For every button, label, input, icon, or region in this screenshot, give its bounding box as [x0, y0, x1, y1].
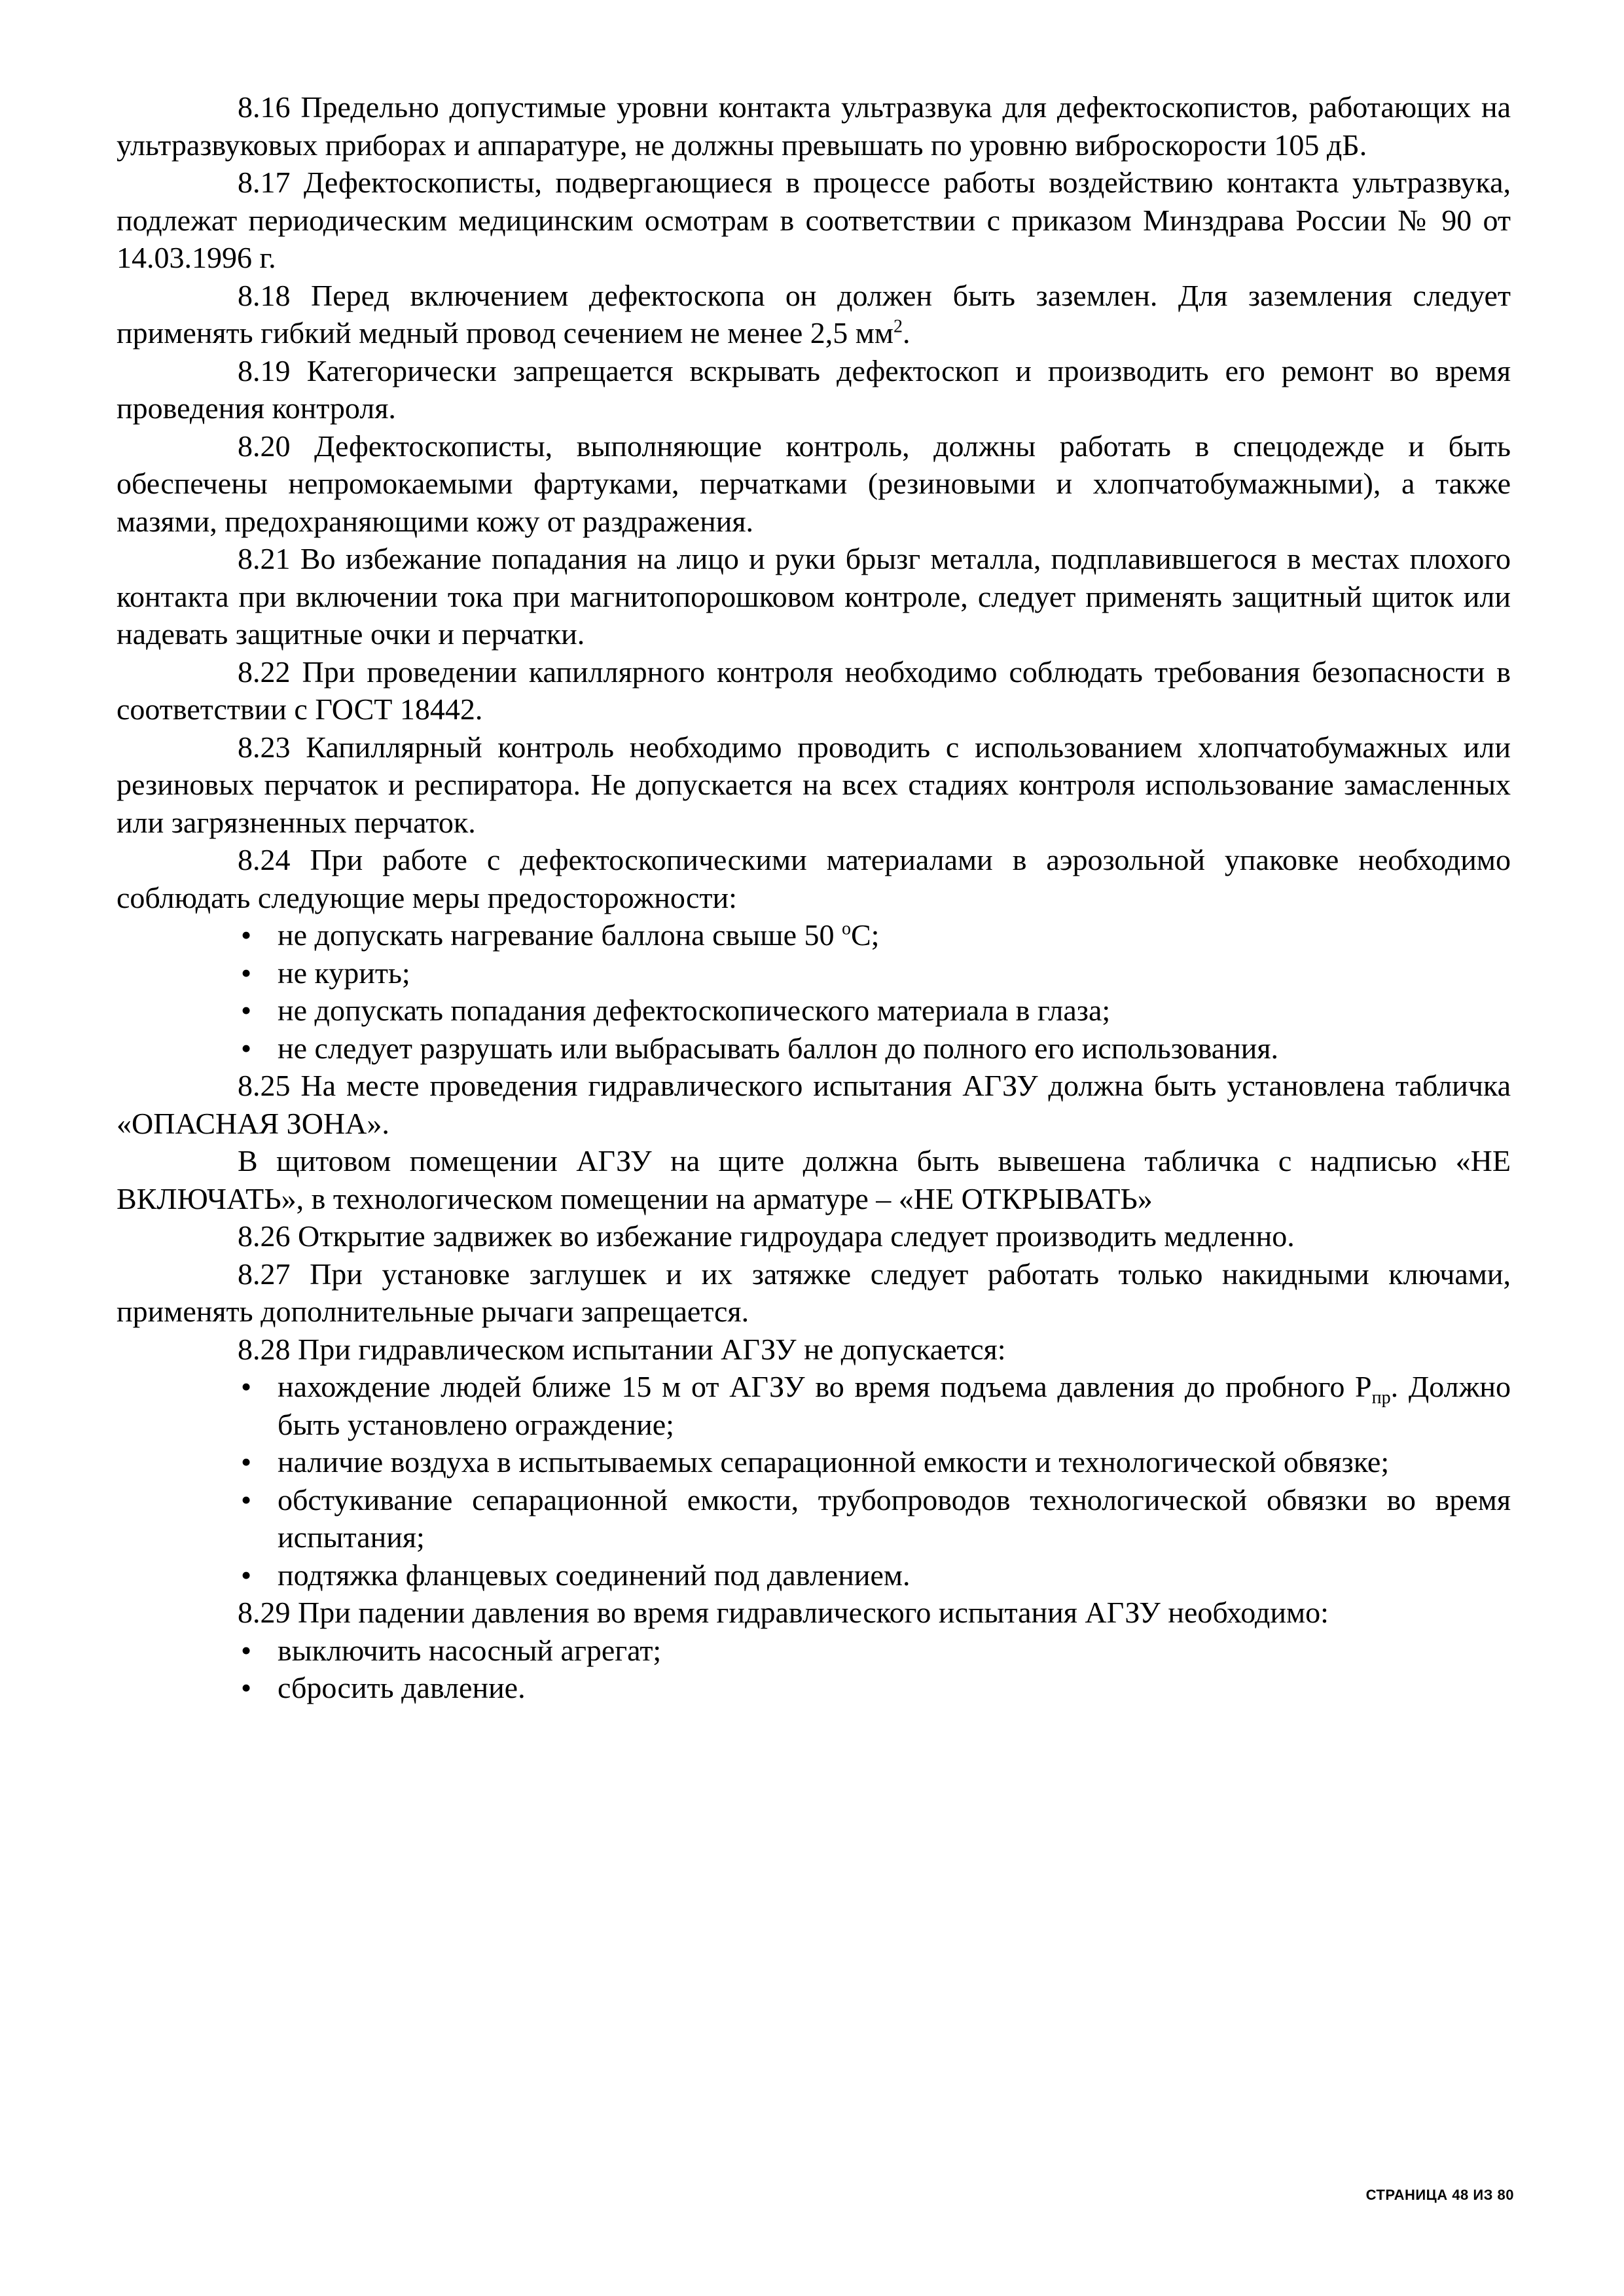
list-item — [117, 1556, 1511, 1594]
bullet-icon: • — [241, 1445, 252, 1479]
paragraph-8-18-text: 8.18 Перед включением дефектоскопа он должен быть заземлен. Для заземления следует применять гибкий медный провод сечением не менее 2,5 мм — [117, 278, 1511, 350]
list-item — [117, 1669, 1511, 1707]
list-item — [117, 954, 1511, 992]
list-item — [117, 1632, 1511, 1670]
list-item-text: выключить насосный агрегат; — [278, 1633, 662, 1667]
list-item — [117, 1030, 1511, 1067]
paragraph-8-27: 8.27 При установке заглушек и их затяжке следует работать только накидными ключами, применять дополнительные рычаги запрещается. — [117, 1257, 1511, 1328]
paragraph-8-18 — [117, 277, 1511, 352]
paragraph-8-29: 8.29 При падении давления во время гидравлического испытания АГЗУ необходимо: — [238, 1596, 1329, 1629]
page-number-footer: СТРАНИЦА 48 ИЗ 80 — [1365, 2187, 1514, 2203]
paragraph-8-19: 8.19 Категорически запрещается вскрывать дефектоскоп и производить его ремонт во время проведения контроля. — [117, 353, 1511, 425]
list-item-end: С; — [850, 918, 880, 952]
list-item-end: . Должно быть установлено ограждение; — [278, 1370, 1511, 1441]
paragraph-8-17: 8.17 Дефектоскописты, подвергающиеся в процессе работы воздействию контакта ультразвука, подлежат периодическим медицинским осмотрам в соответствии с приказом Минздрава России № 90 от 14.03.1996 г. — [117, 166, 1511, 274]
list-item-text: не допускать попадания дефектоскопического материала в глаза; — [278, 994, 1111, 1027]
bullet-icon: • — [241, 956, 252, 990]
precautions-list — [117, 916, 1511, 1067]
list-item-text: подтяжка фланцевых соединений под давлением. — [278, 1558, 911, 1592]
list-item — [117, 992, 1511, 1030]
paragraph-8-24: 8.24 При работе с дефектоскопическими материалами в аэрозольной упаковке необходимо соблюдать следующие меры предосторожности: — [117, 843, 1511, 914]
paragraph-8-23: 8.23 Капиллярный контроль необходимо проводить с использованием хлопчатобумажных или резиновых перчаток и респиратора. Не допускается на всех стадиях контроля использование замасленных или загрязненных перчаток. — [117, 730, 1511, 839]
list-item-text: наличие воздуха в испытываемых сепарационной емкости и технологической обвязке; — [278, 1445, 1390, 1479]
list-item-text: не следует разрушать или выбрасывать баллон до полного его использования. — [278, 1031, 1279, 1065]
bullet-icon: • — [241, 1671, 252, 1704]
paragraph-8-16: 8.16 Предельно допустимые уровни контакта ультразвука для дефектоскопистов, работающих на ультразвуковых приборах и аппаратуре, не должны превышать по уровню виброскорости 105 дБ. — [117, 90, 1511, 162]
list-item-text: не допускать нагревание баллона свыше 50 — [278, 918, 842, 952]
list-item — [117, 1368, 1511, 1443]
bullet-icon: • — [241, 1633, 252, 1667]
paragraph-8-25: 8.25 На месте проведения гидравлического испытания АГЗУ должна быть установлена табличка «ОПАСНАЯ ЗОНА». — [117, 1069, 1511, 1140]
list-item — [117, 1443, 1511, 1481]
paragraph-8-25-continued: В щитовом помещении АГЗУ на щите должна быть вывешена табличка с надписью «НЕ ВКЛЮЧАТЬ», в технологическом помещении на арматуре – «НЕ ОТКРЫВАТЬ» — [117, 1144, 1511, 1215]
paragraph-8-26: 8.26 Открытие задвижек во избежание гидроудара следует производить медленно. — [238, 1219, 1295, 1253]
list-item-text: нахождение людей ближе 15 м от АГЗУ во время подъема давления до пробного Р — [278, 1370, 1372, 1403]
prohibitions-list — [117, 1368, 1511, 1594]
list-item — [117, 1481, 1511, 1556]
bullet-icon: • — [241, 1370, 252, 1403]
list-item-text: сбросить давление. — [278, 1671, 526, 1704]
actions-list — [117, 1632, 1511, 1707]
paragraph-8-28: 8.28 При гидравлическом испытании АГЗУ не допускается: — [238, 1332, 1006, 1366]
paragraph-8-21: 8.21 Во избежание попадания на лицо и руки брызг металла, подплавившегося в местах плохого контакта при включении тока при магнитопорошковом контроле, следует применять защитный щиток или надевать защитные очки и перчатки. — [117, 542, 1511, 651]
list-item-text: не курить; — [278, 956, 410, 990]
paragraph-8-22: 8.22 При проведении капиллярного контроля необходимо соблюдать требования безопасности в соответствии с ГОСТ 18442. — [117, 655, 1511, 726]
bullet-icon: • — [241, 1482, 252, 1516]
paragraph-8-18-end: . — [902, 316, 911, 350]
list-item — [117, 916, 1511, 954]
superscript-square: 2 — [893, 316, 903, 337]
degree-superscript: о — [841, 918, 851, 939]
bullet-icon: • — [241, 918, 252, 952]
subscript-pr: пр — [1371, 1388, 1391, 1408]
document-page — [117, 88, 1511, 1707]
bullet-icon: • — [241, 994, 252, 1027]
list-item-text: обстукивание сепарационной емкости, трубопроводов технологической обвязки во время испытания; — [278, 1482, 1511, 1554]
bullet-icon: • — [241, 1031, 252, 1065]
bullet-icon: • — [241, 1558, 252, 1592]
paragraph-8-20: 8.20 Дефектоскописты, выполняющие контроль, должны работать в спецодежде и быть обеспечены непромокаемыми фартуками, перчатками (резиновыми и хлопчатобумажными), а также мазями, предохраняющими кожу от раздражения. — [117, 429, 1511, 538]
